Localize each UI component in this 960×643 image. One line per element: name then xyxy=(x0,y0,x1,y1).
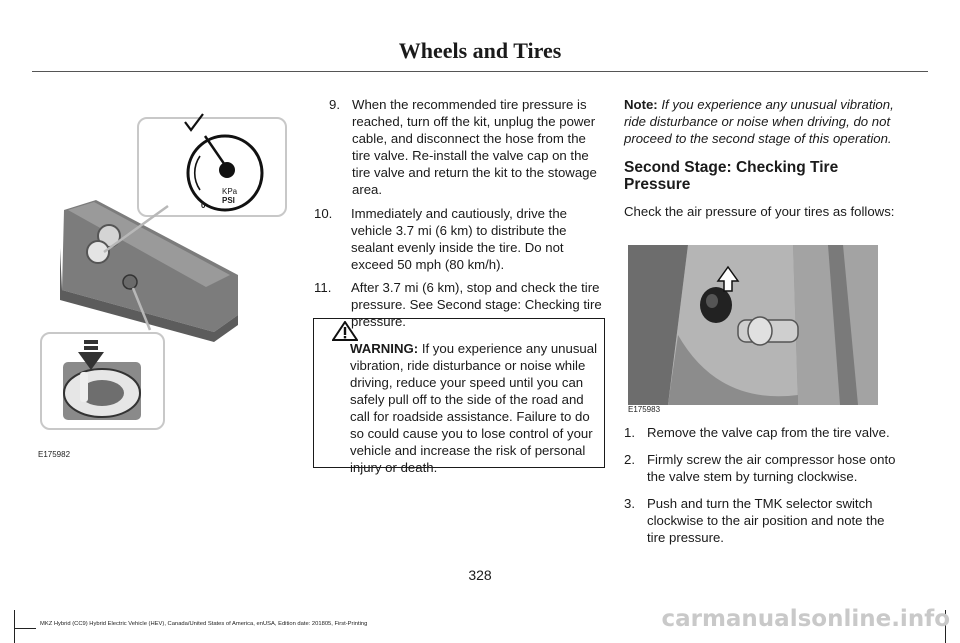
step-number: 9. xyxy=(329,97,340,112)
warning-label: WARNING: xyxy=(350,341,419,356)
step-text: When the recommended tire pressure is reached, turn off the kit, unplug the power cable, and disconnect the hose from the tire valve. Re-install the valve cap on the tire valve and return the kit to the stowage area. xyxy=(352,97,597,198)
step-text: Push and turn the TMK selector switch clockwise to the air position and note the tire pressure. xyxy=(647,496,885,546)
note-label: Note: xyxy=(624,97,658,112)
step-number: 2. xyxy=(624,452,635,468)
crop-mark xyxy=(14,628,36,629)
crop-mark xyxy=(14,610,15,643)
right-column xyxy=(624,96,896,231)
list-item xyxy=(624,451,896,485)
warning-box xyxy=(313,318,605,475)
warning-text: If you experience any unusual vibration, ride disturbance or noise while driving, reduce your speed until you can safely pull off to the side of the road and call for roadside assistance. Failure to do so could cause you to lose control of your vehicle and increase the risk of personal injury or death. xyxy=(350,341,598,475)
note-text: If you experience any unusual vibration, ride disturbance or noise when driving, do not proceed to the second stage of this operation. xyxy=(624,97,894,147)
step-text: Firmly screw the air compressor hose onto the valve stem by turning clockwise. xyxy=(647,452,896,485)
watermark: carmanualsonline.info xyxy=(661,606,950,632)
step-number: 11. xyxy=(314,279,332,295)
edition-footer: MKZ Hybrid (CC9) Hybrid Electric Vehicle (HEV), Canada/United States of America, enUSA, Edition date: 201805, First-Printing xyxy=(40,621,368,627)
tire-kit-illustration xyxy=(38,110,288,440)
page-title: Wheels and Tires xyxy=(398,38,562,63)
valve-stem-illustration xyxy=(628,245,878,405)
figure-code: E175982 xyxy=(38,450,71,459)
gauge-label-zero: 0 xyxy=(201,201,206,210)
list-item xyxy=(314,205,602,273)
figure-code: E175983 xyxy=(628,405,661,414)
gauge-label-kpa: KPa xyxy=(222,187,238,196)
page-number: 328 xyxy=(468,567,492,583)
list-item xyxy=(314,96,602,199)
step-text: Remove the valve cap from the tire valve. xyxy=(647,425,890,440)
warning-content xyxy=(320,340,598,476)
step-number: 1. xyxy=(624,425,635,440)
step-text: After 3.7 mi (6 km), stop and check the tire pressure. See Second stage: Checking tire pressure. xyxy=(351,279,602,330)
note xyxy=(624,96,896,147)
instruction-steps-second-stage xyxy=(624,424,896,557)
header-divider xyxy=(32,71,928,72)
valve-stem-drawing xyxy=(628,245,878,405)
list-item xyxy=(624,495,896,546)
step-number: 10. xyxy=(314,205,333,221)
instruction-steps-continued xyxy=(314,96,602,336)
step-text: Immediately and cautiously, drive the vehicle 3.7 mi (6 km) to distribute the sealant evenly inside the tire. Do not exceed 50 mph (80 km/h). xyxy=(351,205,567,272)
tire-kit-drawing xyxy=(38,110,288,440)
warning-triangle-icon xyxy=(332,321,358,341)
list-item xyxy=(624,424,896,441)
gauge-label-psi: PSI xyxy=(222,196,235,205)
step-number: 3. xyxy=(624,496,635,512)
section-heading: Second Stage: Checking Tire Pressure xyxy=(624,159,839,194)
section-intro: Check the air pressure of your tires as follows: xyxy=(624,204,895,220)
